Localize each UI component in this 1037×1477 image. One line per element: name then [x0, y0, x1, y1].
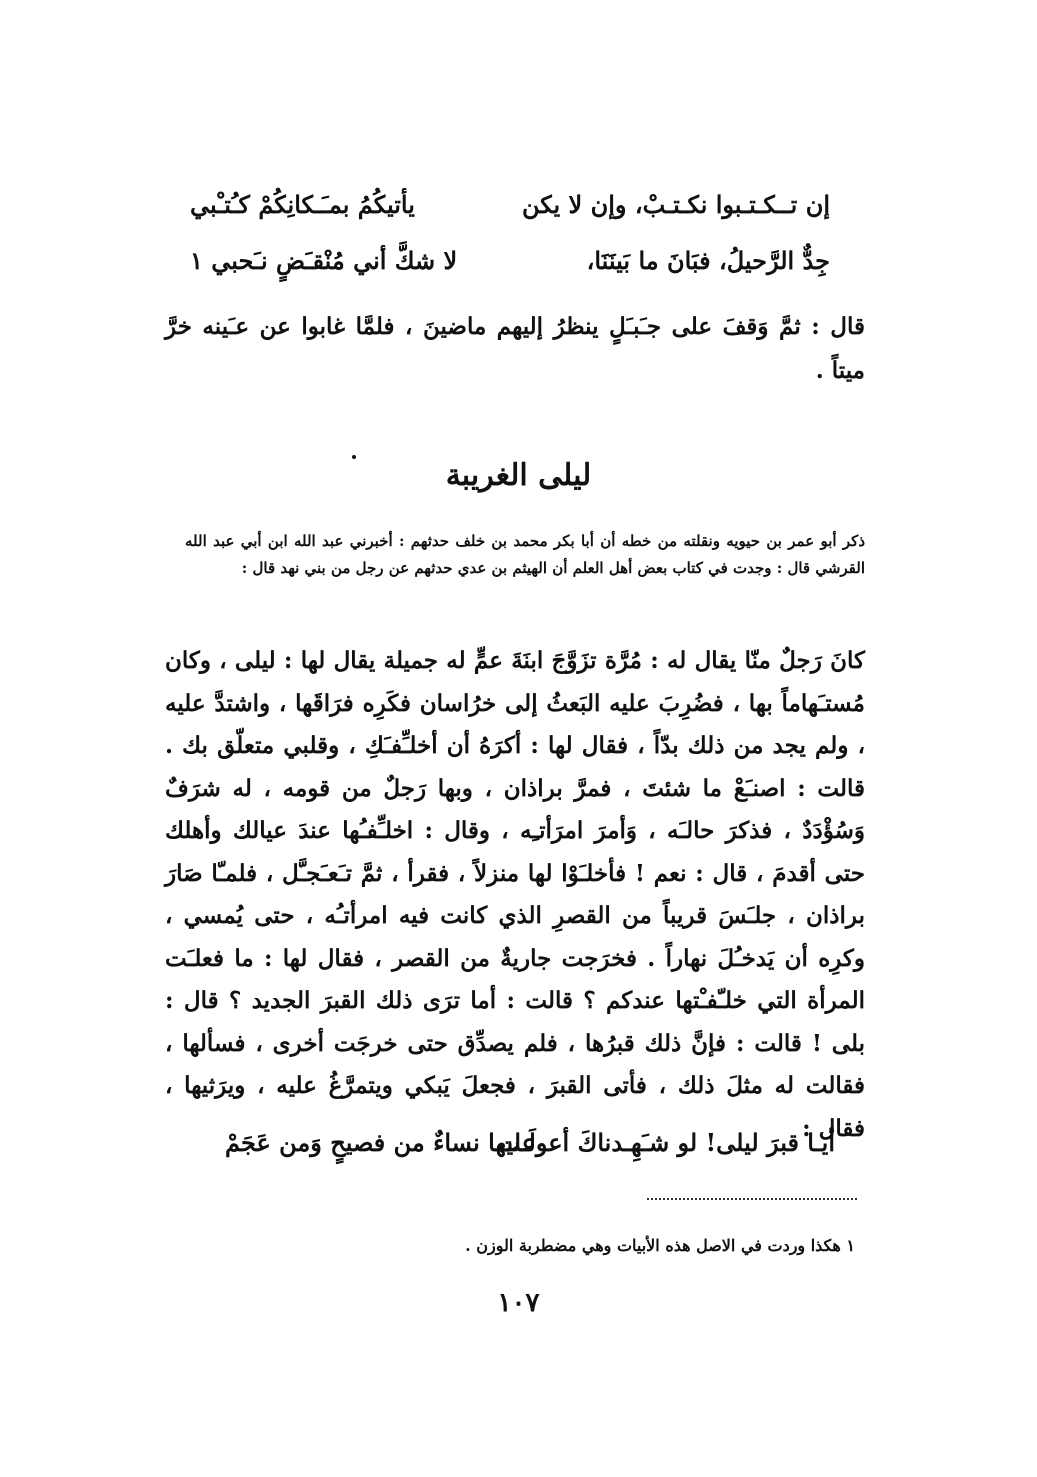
main-text-block — [165, 640, 865, 1150]
page-number: ١٠٧ — [497, 1288, 540, 1318]
prose-paragraph-top: قال : ثمَّ وَقفَ على جـَبـَلٍ ينظرُ إليهم ماضينَ ، فلمَّا غابوا عن عـَينه خرَّ ميتاً . — [165, 313, 865, 384]
verse-second-hemistich: عليها نساءٌ من فصيحٍ وَمن عَجَمْ — [225, 1128, 536, 1157]
main-paragraph: كانَ رَجلٌ منّا يقال له : مُرَّة تزَوَّجَ ابنَةَ عمٍّ له جميلة يقال لها : ليلى ، وكان مُستـَهاماً بها ، فضُرِبَ عليه البَعثُ إلى خرُاسان فكَرِه فرَاقَها ، واشتدَّ عليه ، ولم يجد من ذلك بدّاً ، فقال لها : أكرَهُ أن أخلـِّفـَكِ ، وقلبي متعلّق بك . قالت : اصنـَعْ ما شئتَ ، فمرَّ براذان ، وبها رَجلٌ من قومه ، له شرَفٌ وَسُؤْدَدٌ ، فذكرَ حالـَه ، وَأمرَ امرَأتـِه ، وقال : اخلـِّفـُها عندَ عيالك وأهلك حتى أقدمَ ، قال : نعم ! فأخلـَوْا لها منزلاً ، فقرأ ، ثمَّ تـَعـَجـَّل ، فلمـّا صَارَ براذان ، جلـَسَ قريباً من القصرِ الذي كانت فيه امرأتـُه ، حتى يُمسي ، وكرِه أن يَدخـُلَ نهاراً . فخرَجت جاريةٌ من القصر ، فقال لها : ما فعلـَت المرأة التي خلـّفـْتها عندكم ؟ قالت : أما ترَى ذلك القبرَ الجديد ؟ قال : بلى ! قالت : فإنَّ ذلك قبرُها ، فلم يصدِّق حتى خرجَت أخرى ، فسألها ، فقالت له مثلَ ذلك ، فأتى القبرَ ، فجعلَ يَبكي ويتمرَّغُ عليه ، ويرَثيها ، فقال : — [165, 647, 865, 1142]
opening-poem — [190, 190, 830, 302]
closing-poem — [225, 1128, 835, 1184]
footnote: ١ هكذا وردت في الاصل هذه الأبيات وهي مضطربة الوزن . — [465, 1236, 855, 1255]
verse-first-hemistich: إن تــكـتـبوا نكـتـبْ، وإن لا يكن — [521, 190, 830, 219]
poem-verse — [225, 1128, 835, 1184]
verse-first-hemistich: أيـا قبرَ ليلى! لو شـَهِـدناكَ أعولَـت — [497, 1128, 835, 1157]
verse-second-hemistich: لا شكَّ أني مُنْقـَضٍ نـَحبي ١ — [190, 246, 458, 275]
chain-of-narration: ذكر أبو عمر بن حيويه ونقلته من خطه أن أبا بكر محمد بن خلف حدثهم : أخبرني عبد الله ابن أبي عبد الله القرشي قال : وجدت في كتاب بعض أهل العلم أن الهيثم بن عدي حدثهم عن رجل من بني نهد قال : — [185, 532, 865, 577]
poem-verse — [190, 246, 830, 302]
verse-second-hemistich: يأتيكُمُ بمـَـكانِكُمْ كـُتـْبي — [190, 190, 415, 219]
section-title: ليلى الغريبة — [445, 458, 592, 493]
verse-first-hemistich: جِدٌّ الرَّحيلُ، فبَانَ ما بَينَنَا، — [586, 246, 830, 275]
footnote-separator — [647, 1198, 857, 1200]
poem-verse — [190, 190, 830, 246]
